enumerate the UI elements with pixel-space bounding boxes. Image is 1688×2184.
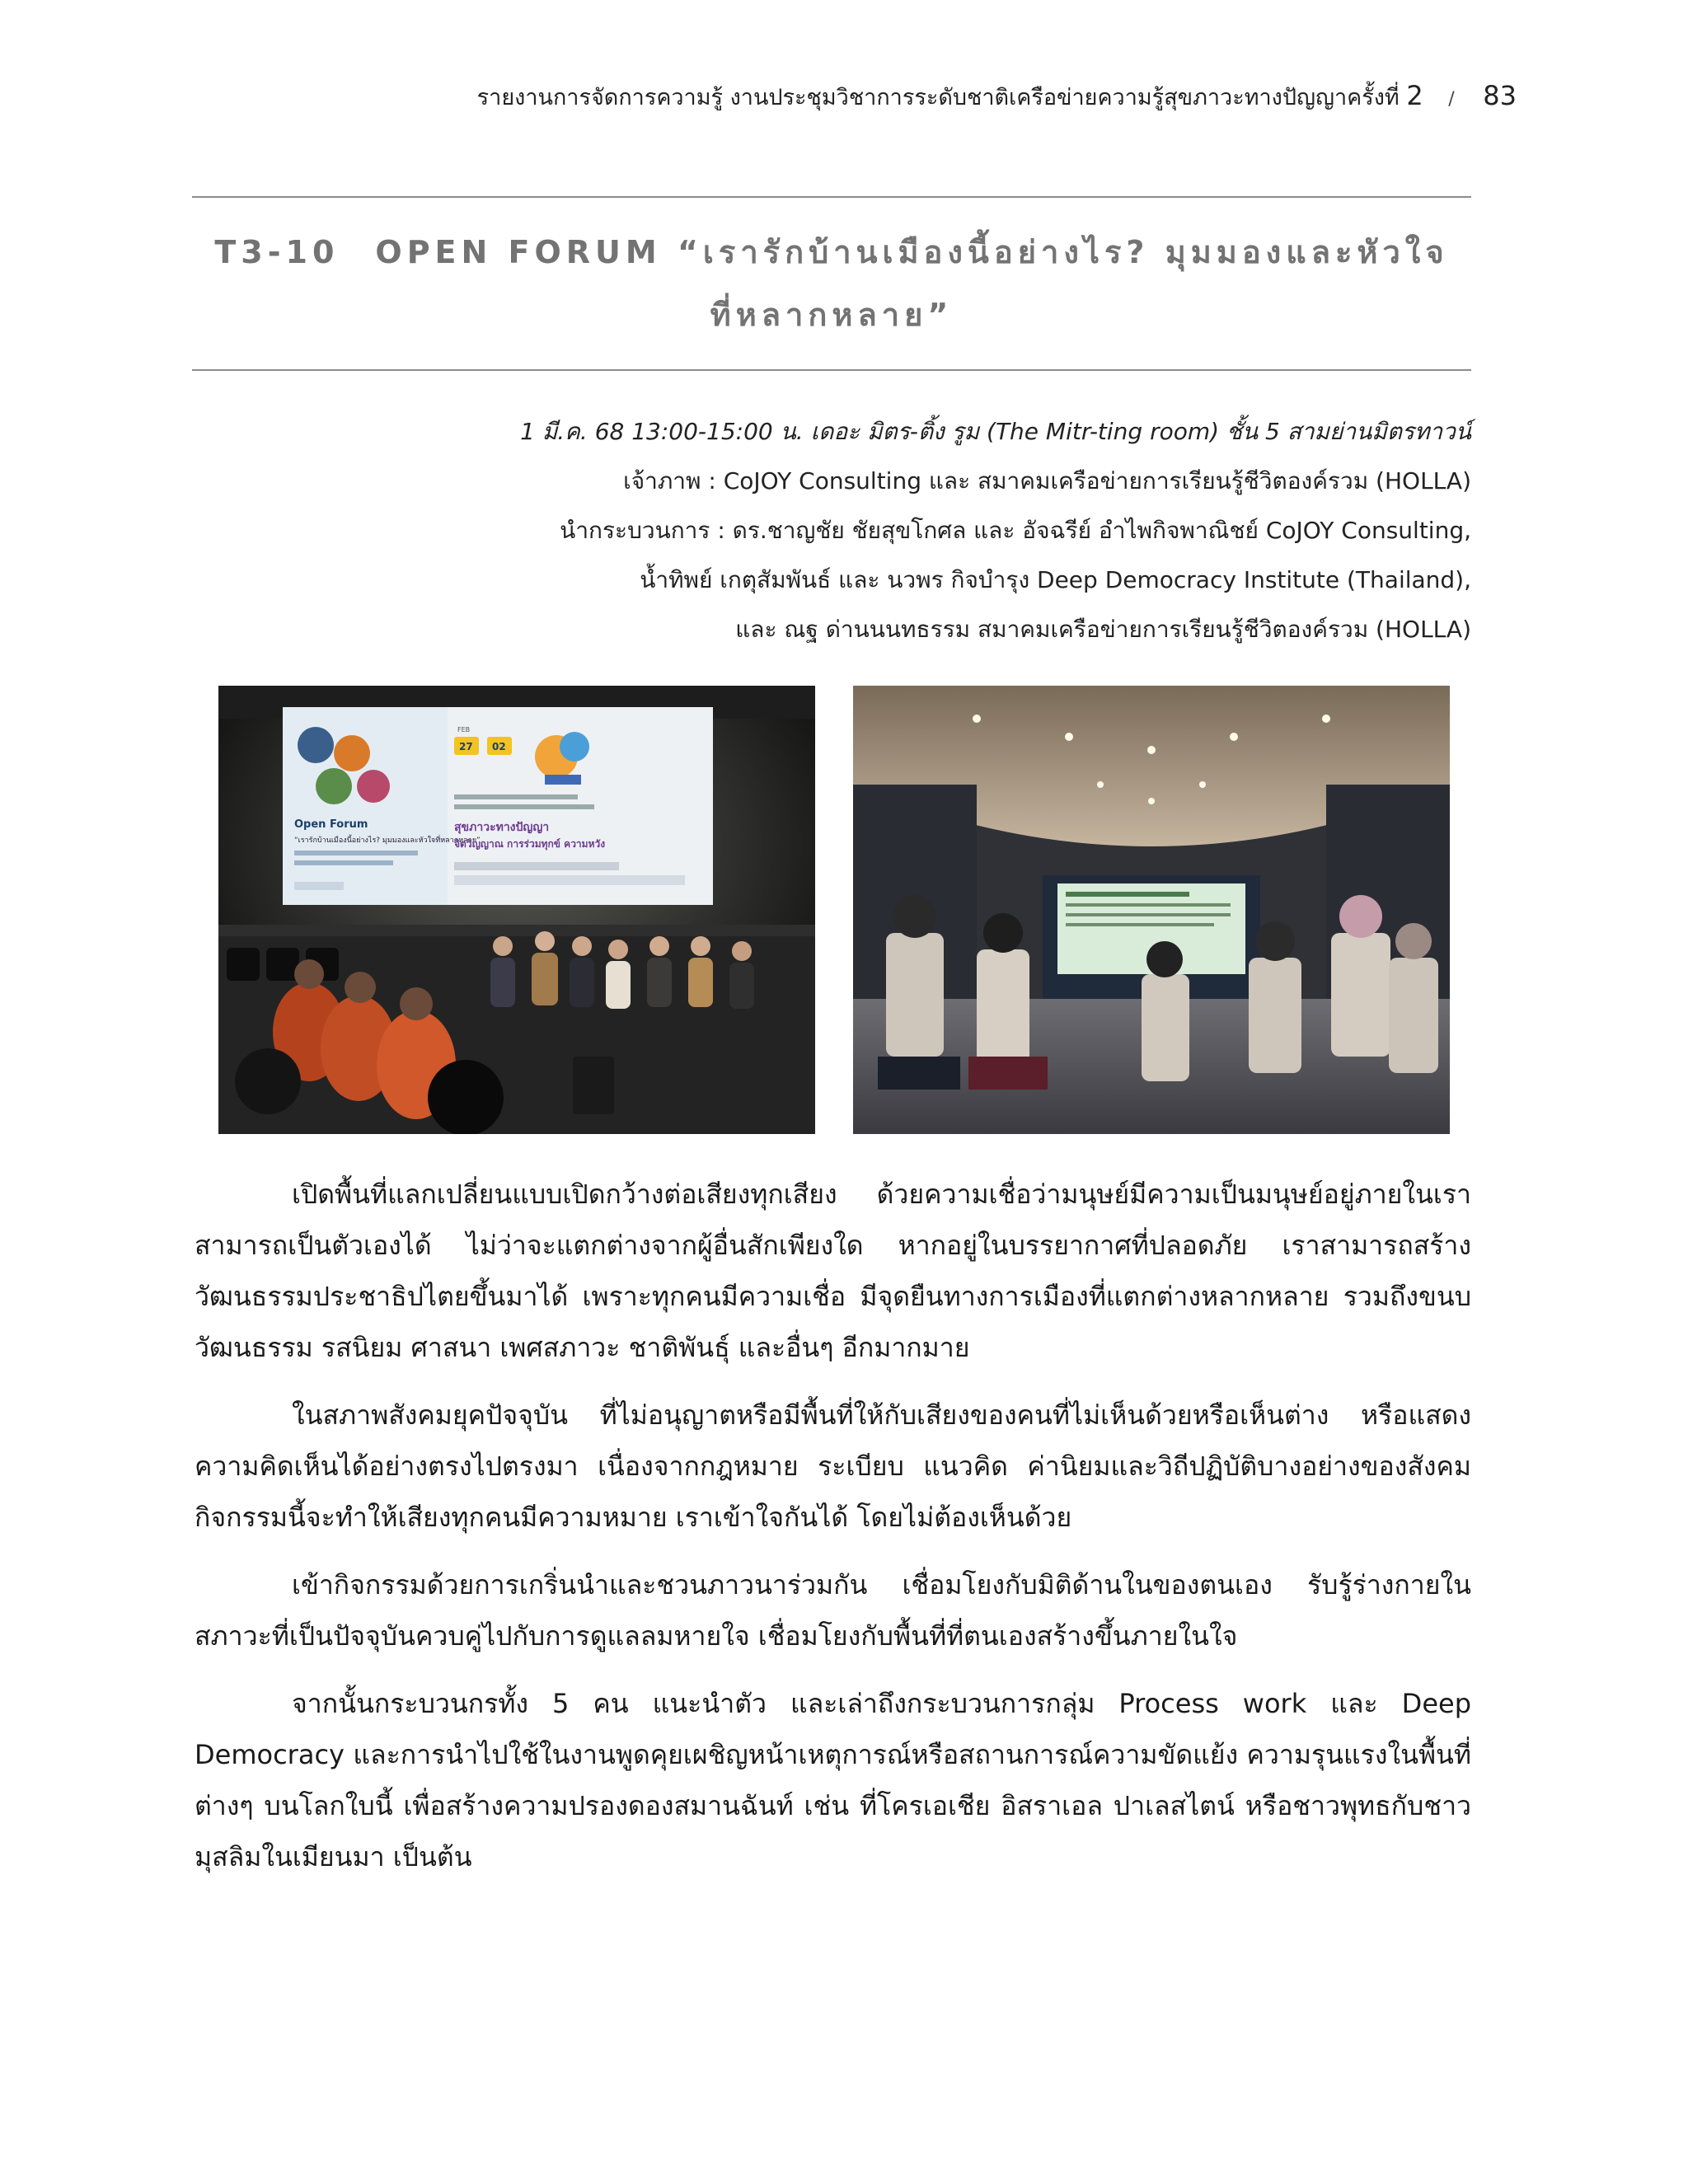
body-paragraph-2: ในสภาพสังคมยุคปัจจุบัน ที่ไม่อนุญาตหรือมีพื้นที่ให้กับเสียงของคนที่ไม่เห็นด้วยหรือเห็นต่าง หรือแสดงความคิดเห็นได้อย่างตรงไปตรงมา เนื่องจากกฎหมาย ระเบียบ แนวคิด ค่านิยมและวิถีปฏิบัติบางอย่างของสังคม กิจกรรมนี้จะทำให้เสียงทุกคนมีความหมาย เราเข้าใจกันได้ โดยไม่ต้องเห็นด้วย [195,1399,1471,1533]
title-rule-top [192,196,1471,198]
session-host: เจ้าภาพ : CoJOY Consulting และ สมาคมเครือข่ายการเรียนรู้ชีวิตองค์รวม (HOLLA) [623,467,1471,494]
report-title: รายงานการจัดการความรู้ งานประชุมวิชาการระดับชาติเครือข่ายความรู้สุขภาวะทางปัญญาครั้งที่ [476,85,1400,110]
screen-line-2: จิตวิญญาณ การร่วมทุกข์ ความหวัง [454,838,606,850]
body-paragraph-3: เข้ากิจกรรมด้วยการเกริ่นนำและชวนภาวนาร่วมกัน เชื่อมโยงกับมิติด้านในของตนเอง รับรู้ร่างกายในสภาวะที่เป็นปัจจุบันควบคู่ไปกับการดูแลลมหายใจ เชื่อมโยงกับพื้นที่ที่ตนเองสร้างขึ้นภายในใจ [195,1569,1471,1652]
session-title-line1: OPEN FORUM “เรารักบ้านเมืองนี้อย่างไร? มุมมองและหัวใจ [375,234,1449,270]
session-title-line2: ที่หลากหลาย” [710,297,954,333]
screen-heading: Open Forum [294,818,368,831]
screen-line-1: สุขภาวะทางปัญญา [454,821,550,834]
session-title [192,221,1471,346]
session-date-venue: 1 มี.ค. 68 13:00-15:00 น. เดอะ มิตร-ติ้ง รูม (The Mitr-ting room) ชั้น 5 สามย่านมิตรทาวน์ [520,418,1471,445]
page-number: 83 [1483,80,1517,111]
session-facilitators-2: น้ำทิพย์ เกตุสัมพันธ์ และ นวพร กิจบำรุง Deep Democracy Institute (Thailand), [640,566,1471,593]
session-code: T3-10 [214,234,340,270]
session-facilitators-1: นำกระบวนการ : ดร.ชาญชัย ชัยสุขโกศล และ อัจฉรีย์ อำไพกิจพาณิชย์ CoJOY Consulting, [560,517,1471,544]
photo-forum-screen [218,686,815,1134]
running-header [247,79,1517,115]
edition-number: 2 [1406,80,1423,111]
title-rule-bottom [192,369,1471,371]
session-facilitators-3: และ ณฐ ด่านนนทธรรม สมาคมเครือข่ายการเรียนรู้ชีวิตองค์รวม (HOLLA) [735,616,1471,643]
photo-hall-participants [853,686,1450,1134]
screen-date-2: 02 [492,741,506,752]
body-paragraph-1: เปิดพื้นที่แลกเปลี่ยนแบบเปิดกว้างต่อเสียงทุกเสียง ด้วยความเชื่อว่ามนุษย์มีความเป็นมนุษย์อยู่ภายในเราสามารถเป็นตัวเองได้ ไม่ว่าจะแตกต่างจากผู้อื่นสักเพียงใด หากอยู่ในบรรยากาศที่ปลอดภัย เราสามารถสร้างวัฒนธรรมประชาธิปไตยขึ้นมาได้ เพราะทุกคนมีความเชื่อ มีจุดยืนทางการเมืองที่แตกต่างหลากหลาย รวมถึงขนบวัฒนธรรม รสนิยม ศาสนา เพศสภาวะ ชาติพันธุ์ และอื่นๆ อีกมากมาย [195,1179,1471,1363]
screen-subtitle: “เรารักบ้านเมืองนี้อย่างไร? มุมมองและหัวใจที่หลากหลาย” [294,837,481,845]
body-paragraph-4: จากนั้นกระบวนกรทั้ง 5 คน แนะนำตัว และเล่าถึงกระบวนการกลุ่ม Process work และ Deep Democracy และการนำไปใช้ในงานพูดคุยเผชิญหน้าเหตุการณ์หรือสถานการณ์ความขัดแย้ง ความรุนแรงในพื้นที่ต่างๆ บนโลกใบนี้ เพื่อสร้างความปรองดองสมานฉันท์ เช่น ที่โครเอเชีย อิสราเอล ปาเลสไตน์ หรือชาวพุทธกับชาวมุสลิมในเมียนมา เป็นต้น [195,1688,1472,1872]
screen-date-1: 27 [459,741,473,752]
screen-month-badge: FEB [457,726,471,733]
body-text [195,1169,1471,1899]
header-separator: / [1448,89,1455,110]
